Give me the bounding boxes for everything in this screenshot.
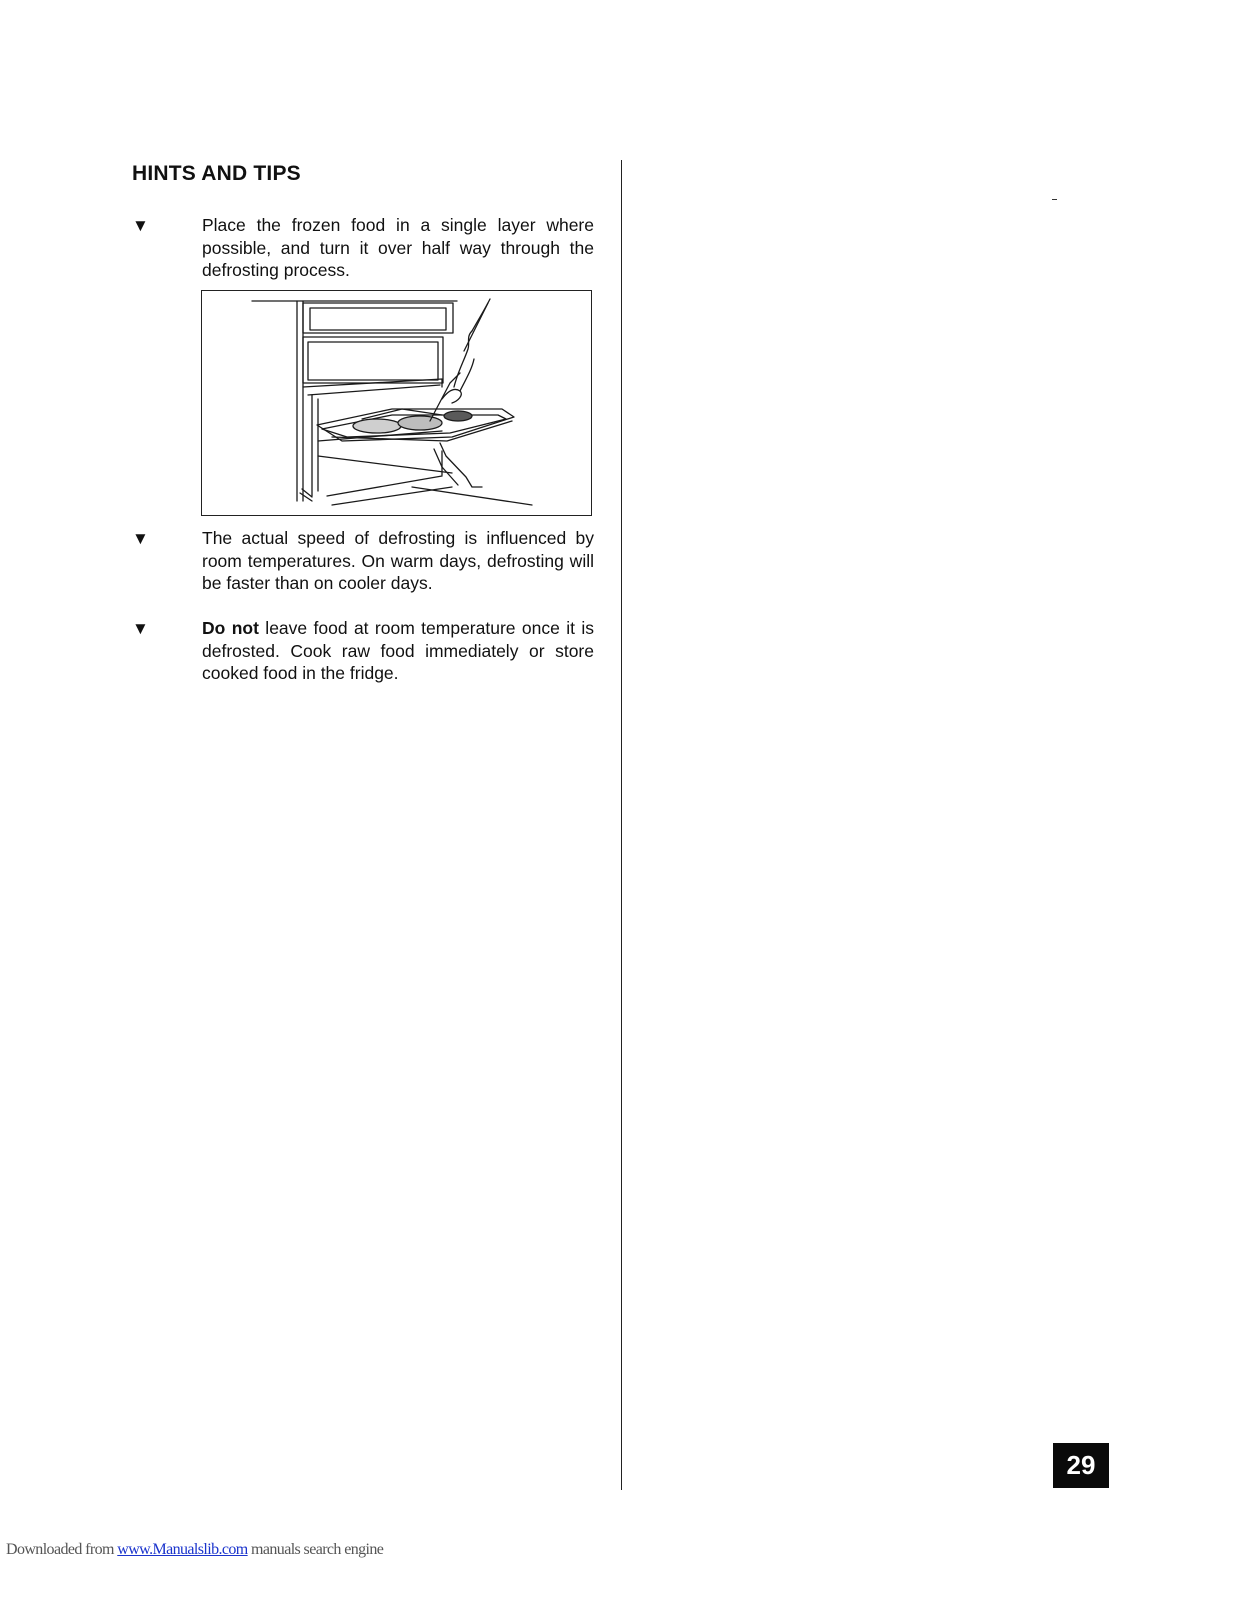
triangle-bullet-icon: ▼ xyxy=(132,216,149,235)
tip-text-rest: leave food at room temperature once it is defrosted. Cook raw food immediately or store cooked food in the fridge. xyxy=(202,618,594,683)
scan-mark xyxy=(1052,199,1057,200)
tip-text xyxy=(202,617,594,685)
triangle-bullet-icon: ▼ xyxy=(132,619,149,638)
footer-suffix: manuals search engine xyxy=(247,1541,384,1558)
oven-shelf-illustration xyxy=(201,290,592,516)
triangle-bullet-icon: ▼ xyxy=(132,529,149,548)
column-divider xyxy=(621,160,622,1490)
tip-text: The actual speed of defrosting is influenced by room temperatures. On warm days, defrosting will be faster than on cooler days. xyxy=(202,528,594,593)
tip-text: Place the frozen food in a single layer where possible, and turn it over half way through the defrosting process. xyxy=(202,215,594,280)
page-heading: HINTS AND TIPS xyxy=(132,162,301,185)
download-footer xyxy=(6,1541,383,1559)
emphasis-text: Do not xyxy=(202,618,259,638)
manualslib-link[interactable]: www.Manualslib.com xyxy=(117,1541,248,1558)
oven-shelf-illustration-icon xyxy=(202,291,591,515)
page-number-badge: 29 xyxy=(1053,1443,1109,1488)
footer-prefix: Downloaded from xyxy=(6,1541,118,1558)
